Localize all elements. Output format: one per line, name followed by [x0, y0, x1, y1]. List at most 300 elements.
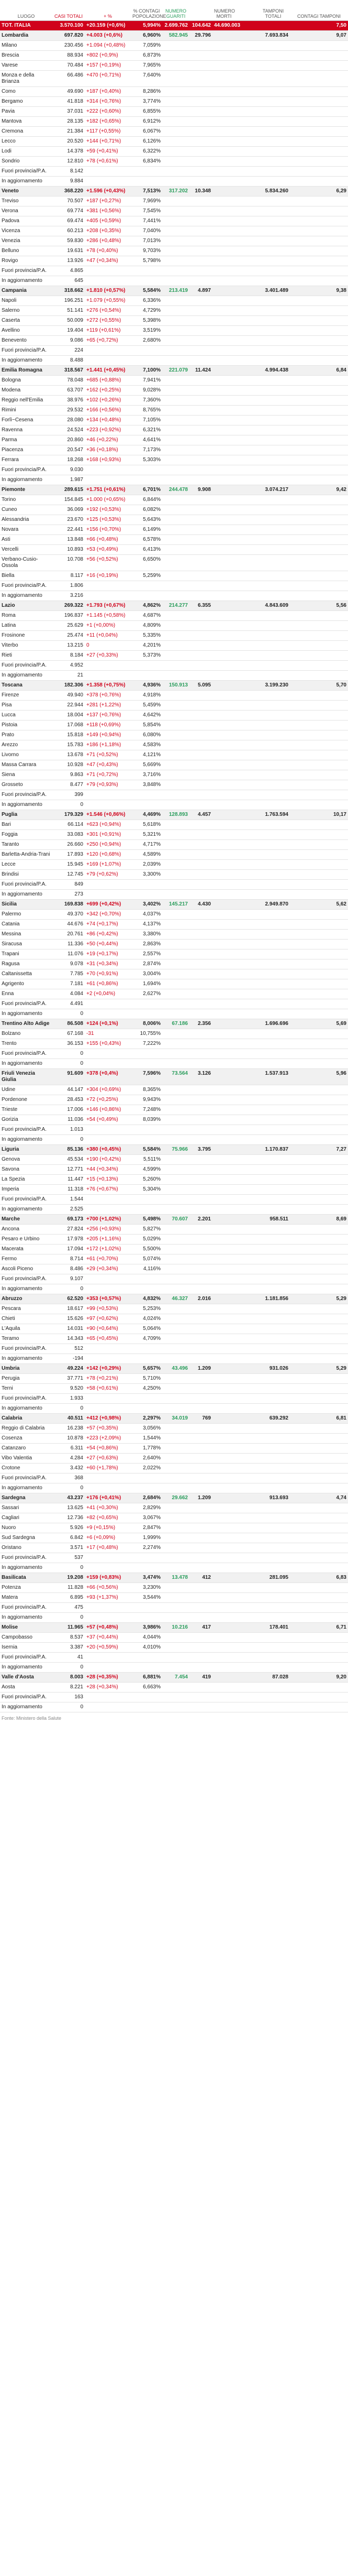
- cell-mortiv: [235, 1334, 256, 1337]
- cell-morti: [212, 336, 235, 339]
- cell-guar: [162, 206, 189, 210]
- cell-tamp: [256, 1175, 290, 1178]
- cell-mortiv: [235, 1284, 256, 1287]
- cell-tamp: [256, 1483, 290, 1487]
- cell-var: [85, 346, 131, 349]
- cell-x100: [131, 1404, 162, 1407]
- cell-casi: 37.771: [67, 1376, 83, 1381]
- cell-mortiv: [235, 581, 256, 584]
- cell-name: Lecco: [2, 138, 16, 144]
- table-row: [0, 1454, 348, 1464]
- cell-mortiv: [235, 1543, 256, 1546]
- cell-var: +172 (+1,02%): [86, 1246, 121, 1252]
- cell-casi: 224: [74, 347, 83, 353]
- cell-var: +623 (+0,94%): [86, 822, 121, 827]
- cell-name: Fuori provincia/P.A.: [2, 1196, 47, 1202]
- cell-mortiv: [235, 465, 256, 468]
- cell-guar: [162, 1245, 189, 1248]
- cell-casi: 20.520: [67, 138, 83, 144]
- cell-mortiv: [235, 1483, 256, 1487]
- cell-contag: [290, 505, 348, 508]
- cell-var: +1.079 (+0,55%): [86, 298, 126, 303]
- cell-var: +155 (+0,43%): [86, 1041, 121, 1046]
- cell-tamp: 1.696.696: [265, 1021, 288, 1027]
- cell-tamp: [256, 840, 290, 843]
- cell-tamp: [256, 1374, 290, 1377]
- cell-tamp: [256, 1563, 290, 1566]
- cell-mortiv: [235, 1235, 256, 1238]
- table-row: [0, 750, 348, 760]
- cell-contag: [290, 216, 348, 220]
- cell-casi: 3.432: [70, 1465, 83, 1471]
- cell-morti: [212, 71, 235, 74]
- cell-tamp: [256, 860, 290, 863]
- cell-name: Terni: [2, 1385, 13, 1391]
- cell-var: +27 (+0,33%): [86, 652, 118, 658]
- cell-contag: 9,20: [336, 1674, 346, 1680]
- cell-tamp: [256, 611, 290, 614]
- cell-guar: [162, 346, 189, 349]
- cell-contag: [290, 1702, 348, 1706]
- cell-tamp: [256, 820, 290, 823]
- cell-casi: 51.141: [67, 308, 83, 313]
- cell-x100: 4,469%: [143, 812, 161, 817]
- cell-var: +142 (+0,29%): [86, 1366, 121, 1371]
- cell-contag: [290, 949, 348, 953]
- cell-x100: 3,380%: [143, 931, 161, 937]
- cell-contag: [290, 386, 348, 389]
- cell-guar: [162, 1523, 189, 1526]
- cell-var: +61 (+0,70%): [86, 1256, 118, 1262]
- cell-x100: 4,583%: [143, 742, 161, 748]
- cell-guar: [162, 256, 189, 259]
- cell-name: Fuori provincia/P.A.: [2, 1346, 47, 1351]
- cell-var: [85, 1404, 131, 1407]
- cell-guarv: [189, 880, 212, 883]
- table-body: [0, 21, 348, 1712]
- cell-guarv: [189, 1135, 212, 1138]
- cell-x100: [131, 1284, 162, 1287]
- cell-casi: 19.208: [67, 1575, 83, 1580]
- cell-guarv: [189, 167, 212, 170]
- cell-morti: [212, 87, 235, 90]
- cell-guarv: [189, 1603, 212, 1606]
- table-row: [0, 1563, 348, 1573]
- cell-mortiv: [235, 810, 256, 813]
- cell-morti: [212, 1264, 235, 1268]
- cell-morti: [212, 1185, 235, 1188]
- cell-casi: 28.135: [67, 118, 83, 124]
- table-row: [0, 820, 348, 830]
- cell-mortiv: [235, 1444, 256, 1447]
- table-row: [0, 1115, 348, 1125]
- cell-x100: 4,717%: [143, 842, 161, 847]
- cell-tamp: [256, 236, 290, 239]
- cell-guar: [162, 1009, 189, 1012]
- cell-morti: [212, 1085, 235, 1088]
- cell-tamp: [256, 999, 290, 1002]
- table-row: [0, 701, 348, 711]
- table-row: [0, 920, 348, 930]
- cell-var: +20.159 (+0,6%): [86, 23, 126, 28]
- cell-tamp: [256, 1009, 290, 1012]
- table-row: [0, 1404, 348, 1414]
- cell-guarv: 419: [202, 1674, 211, 1680]
- cell-contag: [290, 591, 348, 594]
- table-row: [0, 505, 348, 515]
- cell-var: +276 (+0,54%): [86, 308, 121, 313]
- cell-casi: 4.084: [70, 991, 83, 997]
- cell-mortiv: [235, 276, 256, 279]
- cell-name: Parma: [2, 437, 17, 443]
- cell-name: Cremona: [2, 128, 24, 134]
- cell-contag: [290, 1693, 348, 1696]
- cell-guar: [162, 1384, 189, 1387]
- cell-tamp: [256, 1235, 290, 1238]
- cell-guar: [162, 1095, 189, 1098]
- cell-guar: [162, 465, 189, 468]
- cell-casi: 196.837: [64, 613, 83, 618]
- cell-morti: [212, 406, 235, 409]
- table-row: [0, 266, 348, 276]
- region-row: [0, 601, 348, 611]
- cell-casi: 368: [74, 1475, 83, 1481]
- cell-x100: 6,336%: [143, 298, 161, 303]
- table-row: [0, 1155, 348, 1165]
- cell-tamp: 3.199.230: [265, 682, 288, 688]
- cell-tamp: [256, 1533, 290, 1536]
- cell-name: Reggio nell'Emilia: [2, 397, 43, 403]
- cell-guarv: [189, 999, 212, 1002]
- cell-var: +19 (+0,17%): [86, 951, 118, 957]
- cell-mortiv: [235, 147, 256, 150]
- table-row: [0, 157, 348, 167]
- cell-var: +17 (+0,48%): [86, 1545, 118, 1551]
- cell-contag: [290, 555, 348, 558]
- cell-x100: [131, 1613, 162, 1616]
- cell-mortiv: [235, 445, 256, 449]
- table-row: [0, 455, 348, 465]
- table-row: [0, 830, 348, 840]
- cell-contag: [290, 1125, 348, 1128]
- cell-mortiv: [235, 840, 256, 843]
- cell-guar: [162, 1115, 189, 1118]
- table-row: [0, 1165, 348, 1175]
- cell-casi: 9.884: [70, 178, 83, 184]
- cell-morti: [212, 1414, 235, 1417]
- cell-guar: [162, 1404, 189, 1407]
- cell-casi: 4.865: [70, 268, 83, 274]
- cell-contag: [290, 256, 348, 259]
- cell-mortiv: [235, 1583, 256, 1586]
- cell-x100: 9,943%: [143, 1097, 161, 1103]
- table-row: [0, 1394, 348, 1404]
- cell-contag: [290, 1195, 348, 1198]
- cell-name: Sardegna: [2, 1495, 26, 1501]
- cell-var: [85, 999, 131, 1002]
- cell-x100: 9,703%: [143, 248, 161, 254]
- cell-morti: [212, 711, 235, 714]
- cell-x100: [131, 890, 162, 893]
- cell-guarv: [189, 1009, 212, 1012]
- cell-x100: 5,260%: [143, 1176, 161, 1182]
- table-row: [0, 1424, 348, 1434]
- cell-contag: [290, 1135, 348, 1138]
- cell-morti: [212, 326, 235, 329]
- cell-contag: [290, 1344, 348, 1347]
- cell-tamp: [256, 1593, 290, 1596]
- cell-contag: [290, 1464, 348, 1467]
- cell-guar: [162, 127, 189, 130]
- cell-mortiv: [235, 989, 256, 992]
- cell-morti: [212, 127, 235, 130]
- cell-name: Fuori provincia/P.A.: [2, 1694, 47, 1700]
- cell-casi: 19.404: [67, 328, 83, 333]
- cell-guarv: 11.424: [195, 367, 211, 373]
- cell-morti: [212, 216, 235, 220]
- cell-casi: 14.031: [67, 1326, 83, 1331]
- cell-name: Siena: [2, 772, 15, 778]
- cell-x100: 2,039%: [143, 861, 161, 867]
- cell-name: Catanzaro: [2, 1445, 26, 1451]
- cell-tamp: [256, 137, 290, 140]
- cell-guar: [162, 920, 189, 923]
- cell-contag: [290, 1583, 348, 1586]
- cell-x100: 6,650%: [143, 556, 161, 562]
- cell-guar: [162, 505, 189, 508]
- cell-morti: [212, 475, 235, 478]
- cell-guarv: [189, 760, 212, 763]
- cell-var: +37 (+0,44%): [86, 1634, 118, 1640]
- cell-contag: [290, 137, 348, 140]
- cell-x100: 6,844%: [143, 497, 161, 503]
- cell-name: Livorno: [2, 752, 19, 758]
- cell-casi: 0: [80, 1011, 83, 1017]
- cell-mortiv: [235, 137, 256, 140]
- cell-morti: [212, 621, 235, 624]
- cell-x100: 4,589%: [143, 852, 161, 857]
- cell-var: +168 (+0,93%): [86, 457, 121, 463]
- cell-name: Forlì−Cesena: [2, 417, 33, 423]
- cell-x100: [131, 999, 162, 1002]
- cell-casi: 10.928: [67, 762, 83, 768]
- cell-guar: [162, 555, 189, 558]
- cell-name: Fermo: [2, 1256, 17, 1262]
- cell-guar: [162, 396, 189, 399]
- cell-guarv: [189, 691, 212, 694]
- region-row: [0, 1069, 348, 1085]
- cell-name: In aggiornamento: [2, 1485, 42, 1491]
- cell-guarv: 412: [202, 1575, 211, 1580]
- cell-guarv: [189, 1245, 212, 1248]
- cell-name: Bolzano: [2, 1031, 21, 1036]
- cell-guar: [162, 1563, 189, 1566]
- cell-guar: [162, 1304, 189, 1307]
- cell-guarv: [189, 1049, 212, 1052]
- cell-var: +192 (+0,53%): [86, 507, 121, 512]
- cell-guar: 46.327: [172, 1296, 188, 1302]
- table-row: [0, 631, 348, 641]
- table-row: [0, 1483, 348, 1493]
- cell-contag: [290, 1503, 348, 1507]
- cell-contag: [290, 1663, 348, 1666]
- cell-mortiv: [235, 691, 256, 694]
- cell-tamp: [256, 545, 290, 548]
- cell-tamp: [256, 1503, 290, 1507]
- cell-guar: [162, 1235, 189, 1238]
- cell-mortiv: [235, 336, 256, 339]
- cell-var: [85, 890, 131, 893]
- cell-name: In aggiornamento: [2, 477, 42, 483]
- cell-name: Foggia: [2, 832, 18, 837]
- cell-name: Nuoro: [2, 1525, 16, 1531]
- cell-guar: [162, 661, 189, 664]
- cell-var: +47 (+0,43%): [86, 762, 118, 768]
- cell-name: Puglia: [2, 812, 18, 817]
- cell-name: Fuori provincia/P.A.: [2, 168, 47, 174]
- table-row: [0, 1039, 348, 1049]
- cell-mortiv: [235, 940, 256, 943]
- table-row: [0, 1583, 348, 1593]
- cell-casi: -194: [72, 1356, 83, 1361]
- cell-name: Emilia Romagna: [2, 367, 42, 373]
- cell-guarv: [189, 1404, 212, 1407]
- cell-x100: 5,304%: [143, 1186, 161, 1192]
- cell-tamp: [256, 1254, 290, 1258]
- cell-name: Grosseto: [2, 782, 23, 788]
- cell-guar: [162, 880, 189, 883]
- cell-mortiv: [235, 1563, 256, 1566]
- cell-mortiv: [235, 1165, 256, 1168]
- cell-guarv: [189, 386, 212, 389]
- cell-var: +124 (+0,1%): [86, 1021, 118, 1027]
- cell-casi: 23.670: [67, 517, 83, 522]
- cell-mortiv: [235, 1593, 256, 1596]
- table-row: [0, 515, 348, 525]
- cell-name: In aggiornamento: [2, 802, 42, 807]
- cell-morti: [212, 206, 235, 210]
- cell-mortiv: [235, 850, 256, 853]
- cell-guar: [162, 1254, 189, 1258]
- cell-mortiv: [235, 900, 256, 903]
- cell-contag: [290, 611, 348, 614]
- cell-var: [85, 1009, 131, 1012]
- table-row: [0, 1354, 348, 1364]
- cell-name: Monza e della Brianza: [2, 72, 35, 84]
- cell-contag: [290, 1085, 348, 1088]
- cell-casi: 645: [74, 278, 83, 283]
- cell-var: +74 (+0,17%): [86, 921, 118, 927]
- cell-guar: [162, 1205, 189, 1208]
- cell-casi: 9.078: [70, 961, 83, 967]
- cell-guar: [162, 167, 189, 170]
- cell-tamp: [256, 1444, 290, 1447]
- cell-morti: [212, 820, 235, 823]
- cell-tamp: [256, 621, 290, 624]
- cell-x100: 7,013%: [143, 238, 161, 244]
- region-row: [0, 1573, 348, 1583]
- cell-name: Pisa: [2, 702, 12, 708]
- cell-mortiv: [235, 475, 256, 478]
- cell-guar: [162, 1039, 189, 1042]
- cell-guar: [162, 1334, 189, 1337]
- cell-guar: [162, 989, 189, 992]
- cell-x100: [131, 1059, 162, 1062]
- cell-casi: 154.845: [64, 497, 83, 503]
- cell-var: +120 (+0,68%): [86, 852, 121, 857]
- cell-guarv: [189, 51, 212, 54]
- cell-guar: [162, 266, 189, 269]
- cell-casi: 12.810: [67, 158, 83, 164]
- cell-var: +70 (+0,91%): [86, 971, 118, 977]
- table-row: [0, 475, 348, 485]
- cell-mortiv: [235, 1039, 256, 1042]
- cell-guar: [162, 107, 189, 110]
- cell-mortiv: [235, 555, 256, 558]
- cell-tamp: [256, 930, 290, 933]
- cell-morti: [212, 1613, 235, 1616]
- cell-var: +205 (+1,16%): [86, 1236, 121, 1242]
- cell-casi: 1.806: [70, 583, 83, 588]
- cell-tamp: [256, 445, 290, 449]
- cell-mortiv: [235, 910, 256, 913]
- cell-casi: 36.069: [67, 507, 83, 512]
- cell-casi: 8.486: [70, 1266, 83, 1272]
- cell-guarv: [189, 701, 212, 704]
- cell-guar: [162, 1314, 189, 1317]
- cell-contag: [290, 1374, 348, 1377]
- cell-contag: [290, 1264, 348, 1268]
- cell-name: Fuori provincia/P.A.: [2, 1654, 47, 1660]
- cell-guar: [162, 1324, 189, 1327]
- cell-contag: [290, 1483, 348, 1487]
- table-row: [0, 1175, 348, 1185]
- cell-tamp: [256, 1095, 290, 1098]
- cell-casi: 15.818: [67, 732, 83, 738]
- cell-guar: [162, 1553, 189, 1556]
- cell-var: +57 (+0,48%): [86, 1624, 118, 1630]
- cell-var: +58 (+0,61%): [86, 1385, 118, 1391]
- cell-casi: 12.771: [67, 1166, 83, 1172]
- cell-morti: [212, 1702, 235, 1706]
- cell-guar: [162, 641, 189, 644]
- cell-mortiv: [235, 930, 256, 933]
- cell-casi: 11.036: [68, 1117, 83, 1122]
- table-row: [0, 525, 348, 535]
- cell-contag: [290, 979, 348, 983]
- cell-tamp: [256, 216, 290, 220]
- cell-casi: 9.086: [70, 337, 83, 343]
- cell-guar: 128.893: [169, 812, 188, 817]
- cell-mortiv: [235, 750, 256, 754]
- cell-var: +1.793 (+0,67%): [86, 603, 126, 608]
- cell-tamp: [256, 505, 290, 508]
- cell-guar: [162, 631, 189, 634]
- cell-x100: [131, 465, 162, 468]
- cell-contag: [290, 495, 348, 498]
- cell-mortiv: [235, 1702, 256, 1706]
- cell-guarv: [189, 1702, 212, 1706]
- cell-name: Novara: [2, 527, 19, 532]
- cell-tamp: [256, 1105, 290, 1108]
- cell-name: Benevento: [2, 337, 27, 343]
- cell-casi: 512: [74, 1346, 83, 1351]
- cell-tamp: [256, 661, 290, 664]
- cell-contag: [290, 671, 348, 674]
- table-row: [0, 1125, 348, 1135]
- cell-var: +27 (+0,63%): [86, 1455, 118, 1461]
- cell-x100: 8,765%: [143, 407, 161, 413]
